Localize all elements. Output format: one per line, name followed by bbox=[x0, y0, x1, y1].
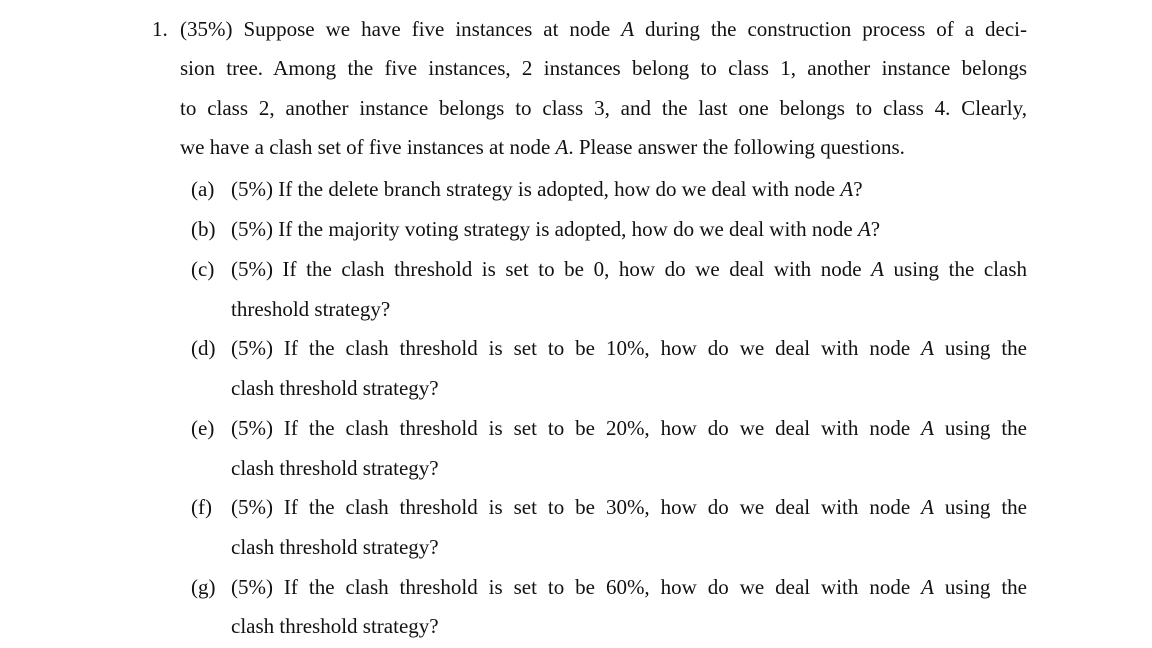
part-label: (a) bbox=[191, 177, 215, 201]
part-label: (e) bbox=[191, 416, 215, 440]
math-variable: A bbox=[921, 416, 934, 440]
question-line-4: we have a clash set of five instances at node A. Please answer the following questions. bbox=[180, 135, 905, 159]
question-line-1: (35%) Suppose we have five instances at node A during the construction process of a deci- bbox=[180, 17, 1027, 41]
math-variable: A bbox=[871, 257, 884, 281]
math-variable: A bbox=[621, 17, 635, 41]
part-text: (5%) If the majority voting strategy is adopted, how do we deal with node A? bbox=[231, 217, 881, 241]
math-variable: A bbox=[555, 135, 569, 159]
part-text-cont: clash threshold strategy? bbox=[231, 614, 439, 638]
part-text: (5%) If the clash threshold is set to be 60%, how do we deal with node A using the bbox=[231, 575, 1027, 599]
part-text: (5%) If the delete branch strategy is adopted, how do we deal with node A? bbox=[231, 177, 863, 201]
part-text-cont: clash threshold strategy? bbox=[231, 456, 439, 480]
part-text: (5%) If the clash threshold is set to be 10%, how do we deal with node A using the bbox=[231, 336, 1027, 360]
part-text: (5%) If the clash threshold is set to be 20%, how do we deal with node A using the bbox=[231, 416, 1027, 440]
part-label: (f) bbox=[191, 495, 212, 519]
question-line-3: to class 2, another instance belongs to class 3, and the last one belongs to class 4. Clearly, bbox=[180, 96, 1027, 120]
math-variable: A bbox=[921, 575, 934, 599]
part-label: (d) bbox=[191, 336, 216, 360]
part-text-cont: clash threshold strategy? bbox=[231, 376, 439, 400]
part-text-cont: threshold strategy? bbox=[231, 297, 391, 321]
part-text: (5%) If the clash threshold is set to be 0, how do we deal with node A using the clash bbox=[231, 257, 1028, 281]
part-label: (b) bbox=[191, 217, 216, 241]
question-line-2: sion tree. Among the five instances, 2 instances belong to class 1, another instance belongs bbox=[180, 56, 1027, 80]
part-text-cont: clash threshold strategy? bbox=[231, 535, 439, 559]
math-variable: A bbox=[857, 217, 871, 241]
question-number: 1. bbox=[152, 17, 168, 41]
math-variable: A bbox=[921, 336, 934, 360]
part-text: (5%) If the clash threshold is set to be 30%, how do we deal with node A using the bbox=[231, 495, 1027, 519]
part-label: (c) bbox=[191, 257, 215, 281]
part-label: (g) bbox=[191, 575, 216, 599]
math-variable: A bbox=[840, 177, 854, 201]
math-variable: A bbox=[921, 495, 934, 519]
